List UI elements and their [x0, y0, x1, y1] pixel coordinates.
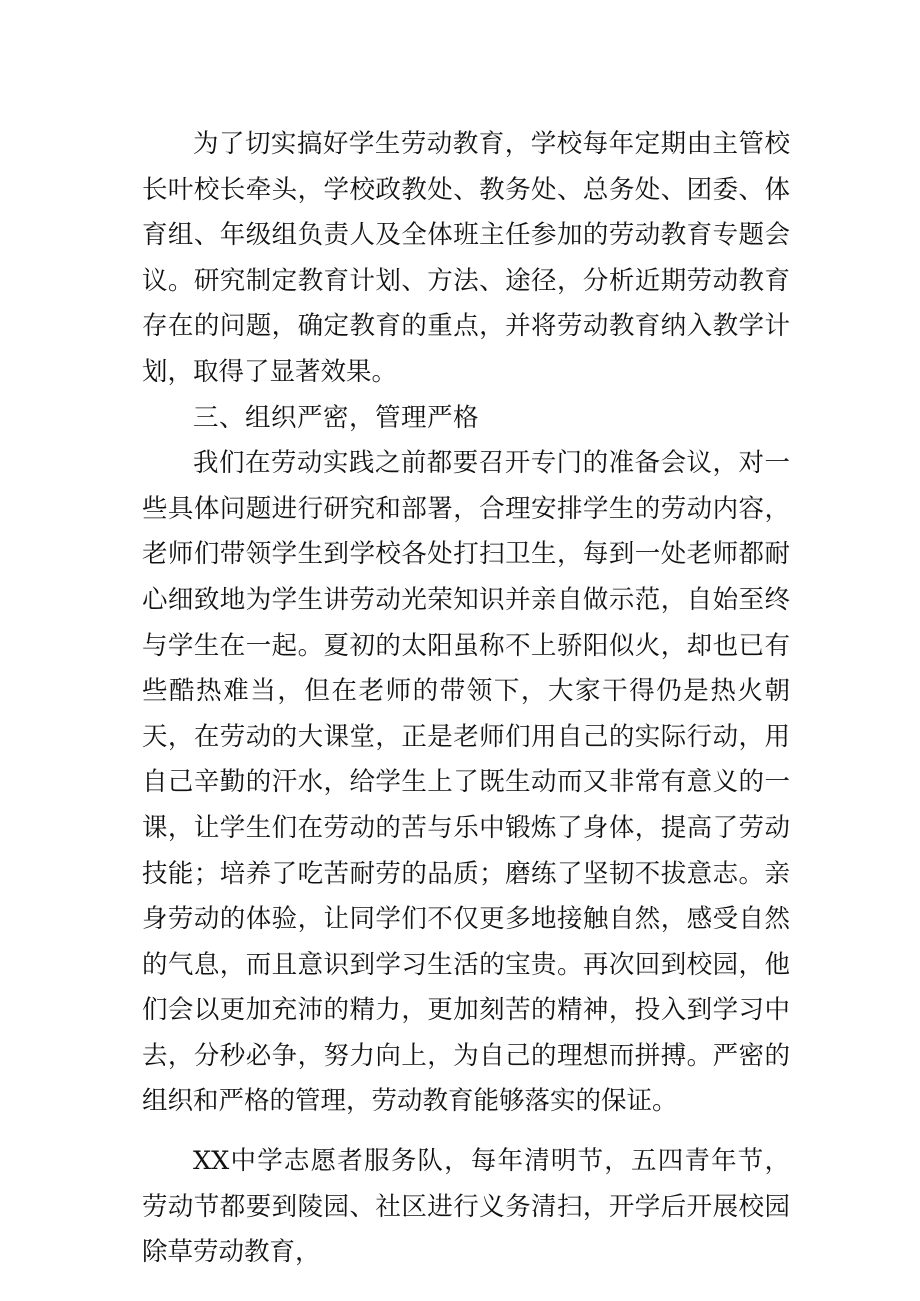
document-body	[142, 122, 790, 1276]
paragraph-labor-practice: 我们在劳动实践之前都要召开专门的准备会议，对一些具体问题进行研究和部署，合理安排学生的劳动内容，老师们带领学生到学校各处打扫卫生，每到一处老师都耐心细致地为学生讲劳动光荣知识并亲自做示范，自始至终与学生在一起。夏初的太阳虽称不上骄阳似火，却也已有些酷热难当，但在老师的带领下，大家干得仍是热火朝天，在劳动的大课堂，正是老师们用自己的实际行动，用自己辛勤的汗水，给学生上了既生动而又非常有意义的一课，让学生们在劳动的苦与乐中锻炼了身体，提高了劳动技能；培养了吃苦耐劳的品质；磨练了坚韧不拔意志。亲身劳动的体验，让同学们不仅更多地接触自然，感受自然的气息，而且意识到学习生活的宝贵。再次回到校园，他们会以更加充沛的精力，更加刻苦的精神，投入到学习中去，分秒必争，努力向上，为自己的理想而拼搏。严密的组织和严格的管理，劳动教育能够落实的保证。	[142, 448, 790, 1117]
section-heading-organization: 三、组织严密，管理严格	[193, 402, 480, 433]
paragraph-spacer	[142, 1125, 790, 1139]
paragraph-labor-meeting: 为了切实搞好学生劳动教育，学校每年定期由主管校长叶校长牵头，学校政教处、教务处、总务处、团委、体育组、年级组负责人及全体班主任参加的劳动教育专题会议。研究制定教育计划、方法、途径，分析近期劳动教育存在的问题，确定教育的重点，并将劳动教育纳入教学计划，取得了显著效果。	[142, 129, 790, 387]
paragraph-volunteer-team: XX中学志愿者服务队，每年清明节，五四青年节，劳动节都要到陵园、社区进行义务清扫，开学后开展校园除草劳动教育，	[142, 1146, 790, 1268]
